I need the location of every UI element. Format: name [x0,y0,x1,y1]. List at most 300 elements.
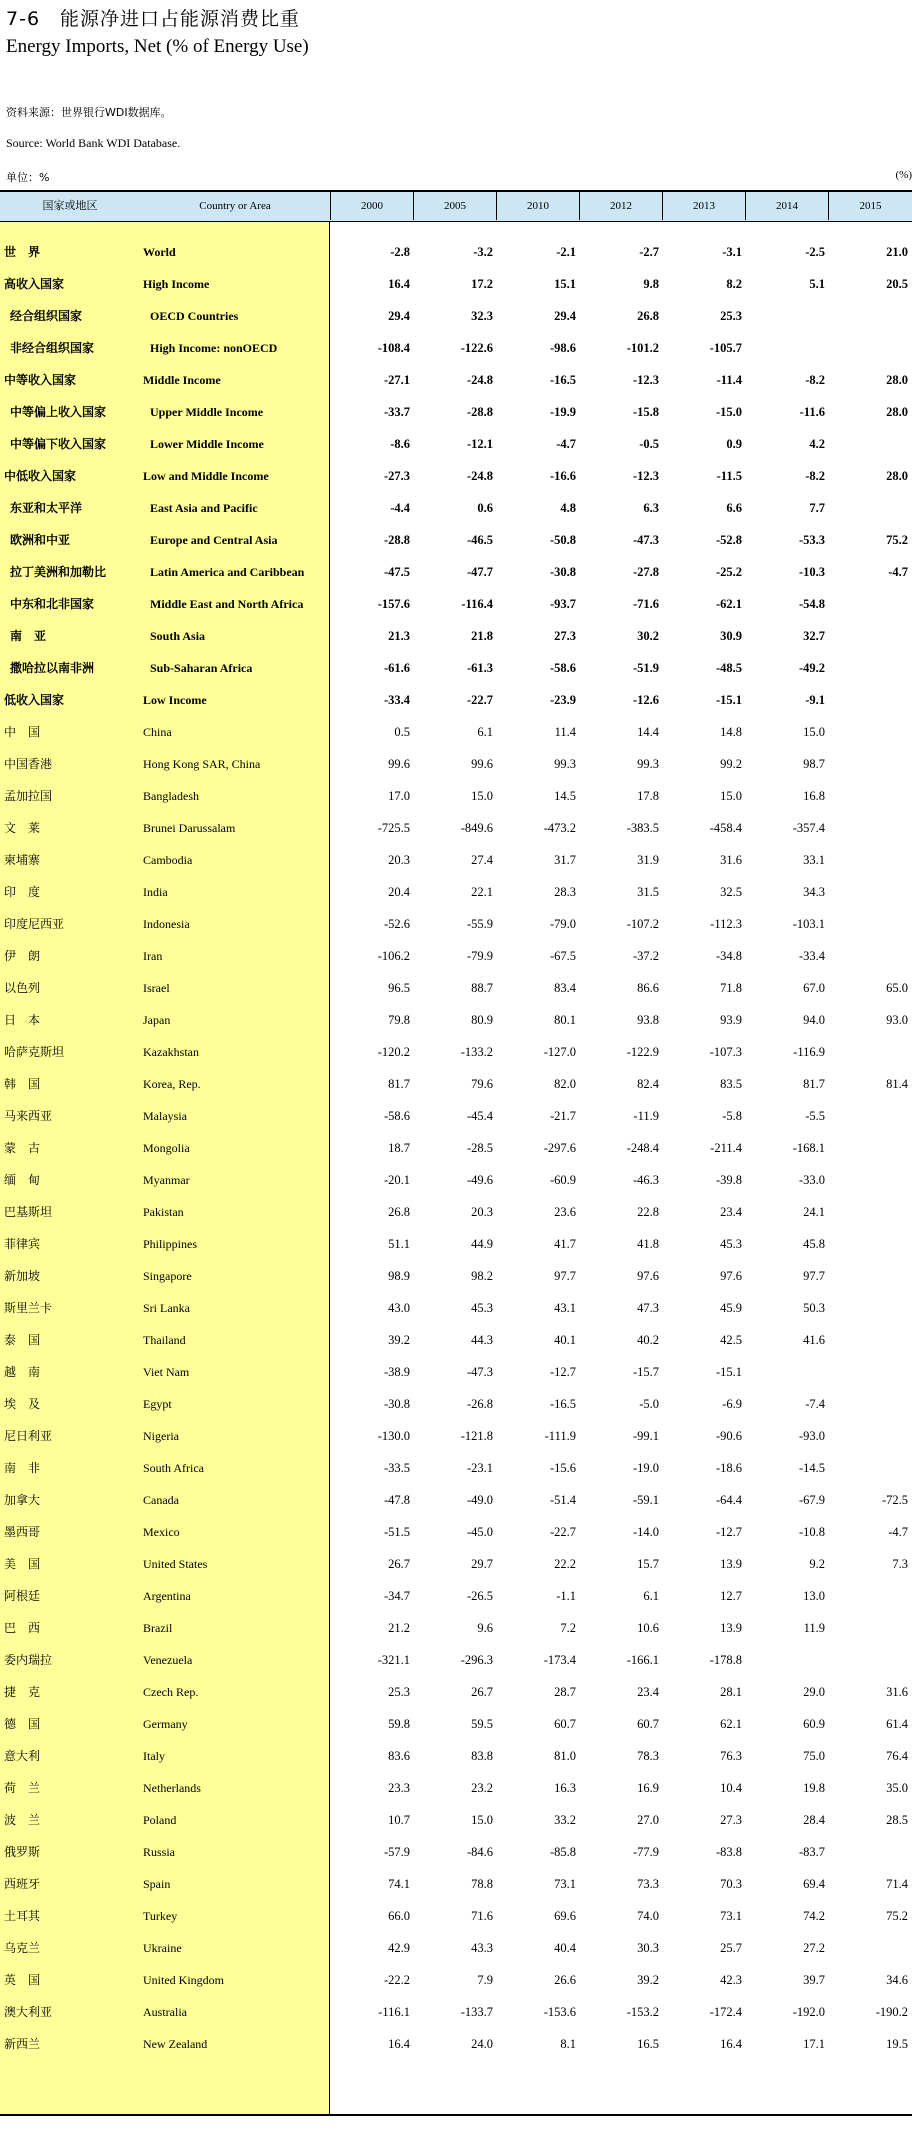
value-cell-2015: 81.4 [886,1077,908,1091]
value-cell-2010: 23.6 [554,1205,576,1219]
value-cell-2012: -5.0 [639,1397,659,1411]
table-row [0,812,912,844]
country-name-cn: 高收入国家 [4,277,65,291]
value-cell-2015: 19.5 [886,2037,908,2051]
value-cell-2010: 31.7 [554,853,576,867]
value-cell-2014: 5.1 [809,277,825,291]
table-row [0,748,912,780]
country-name-cn: 泰 国 [4,1333,41,1347]
value-cell-2000: -157.6 [377,597,410,611]
table-row [0,1484,912,1516]
value-cell-2010: -153.6 [543,2005,576,2019]
table-row [0,300,912,332]
value-cell-2005: 21.8 [471,629,493,643]
country-name-cn: 巴 西 [4,1621,41,1635]
value-cell-2005: 15.0 [471,1813,493,1827]
value-cell-2010: -22.7 [549,1525,576,1539]
value-cell-2005: 0.6 [477,501,493,515]
value-cell-2000: 16.4 [388,2037,410,2051]
value-cell-2005: 29.7 [471,1557,493,1571]
value-cell-2013: -83.8 [715,1845,742,1859]
table-row [0,1932,912,1964]
value-cell-2005: -46.5 [466,533,493,547]
country-name-cn: 韩 国 [4,1077,41,1091]
value-cell-2015 [828,940,908,972]
value-cell-2005: 45.3 [471,1301,493,1315]
value-cell-2015 [828,1356,908,1388]
value-cell-2010: 28.3 [554,885,576,899]
value-cell-2014 [745,300,825,332]
value-cell-2005: -121.8 [460,1429,493,1443]
value-cell-2010: -79.0 [549,917,576,931]
value-cell-2012: -153.2 [626,2005,659,2019]
country-name-en: Upper Middle Income [150,405,264,419]
value-cell-2000: 0.5 [394,725,410,739]
value-cell-2005: 98.2 [471,1269,493,1283]
value-cell-2000: -38.9 [383,1365,410,1379]
value-cell-2014: -116.9 [793,1045,825,1059]
country-name-cn: 中低收入国家 [4,469,77,483]
value-cell-2013: -52.8 [715,533,742,547]
value-cell-2015: 21.0 [886,245,908,259]
value-cell-2010: -16.5 [549,1397,576,1411]
value-cell-2000: 96.5 [388,981,410,995]
value-cell-2000: -28.8 [383,533,410,547]
value-cell-2000: -51.5 [383,1525,410,1539]
value-cell-2014: 17.1 [803,2037,825,2051]
value-cell-2010: 60.7 [554,1717,576,1731]
value-cell-2015: 28.5 [886,1813,908,1827]
country-name-en: Thailand [143,1333,186,1347]
value-cell-2015: 7.3 [892,1557,908,1571]
country-name-en: Singapore [143,1269,192,1283]
value-cell-2013: 14.8 [720,725,742,739]
value-cell-2015 [828,652,908,684]
value-cell-2014: 9.2 [809,1557,825,1571]
country-name-en: Cambodia [143,853,193,867]
country-name-cn: 中 国 [4,725,41,739]
value-cell-2015 [828,1036,908,1068]
value-cell-2012: 16.5 [637,2037,659,2051]
value-cell-2012: 82.4 [637,1077,659,1091]
value-cell-2005: -84.6 [466,1845,493,1859]
value-cell-2014 [745,332,825,364]
value-cell-2013: 99.2 [720,757,742,771]
value-cell-2014: 75.0 [803,1749,825,1763]
country-name-en: Low Income [143,693,207,707]
country-name-en: Poland [143,1813,177,1827]
value-cell-2010: 22.2 [554,1557,576,1571]
value-cell-2014: 50.3 [803,1301,825,1315]
value-cell-2013: 23.4 [720,1205,742,1219]
value-cell-2000: -106.2 [377,949,410,963]
value-cell-2010: 80.1 [554,1013,576,1027]
country-name-en: Mexico [143,1525,180,1539]
value-cell-2013: -105.7 [709,341,742,355]
country-name-cn: 文 莱 [4,821,41,835]
value-cell-2012: -12.3 [632,373,659,387]
value-cell-2000: -27.1 [383,373,410,387]
value-cell-2010: 69.6 [554,1909,576,1923]
value-cell-2013: -5.8 [722,1109,742,1123]
country-name-cn: 拉丁美洲和加勒比 [10,565,107,579]
country-name-en: Egypt [143,1397,172,1411]
table-row [0,1900,912,1932]
country-name-en: High Income: nonOECD [150,341,278,355]
country-name-cn: 中国香港 [4,757,53,771]
value-cell-2015: 31.6 [886,1685,908,1699]
country-name-en: New Zealand [143,2037,208,2051]
country-name-cn: 越 南 [4,1365,41,1379]
country-name-cn: 巴基斯坦 [4,1205,53,1219]
value-cell-2005: -12.1 [466,437,493,451]
value-cell-2005: -24.8 [466,373,493,387]
value-cell-2014: -10.8 [798,1525,825,1539]
value-cell-2012: 10.6 [637,1621,659,1635]
table-row [0,940,912,972]
value-cell-2015: -72.5 [881,1493,908,1507]
value-cell-2005: -23.1 [466,1461,493,1475]
value-cell-2010: -58.6 [549,661,576,675]
value-cell-2012: -11.9 [633,1109,659,1123]
country-name-en: Sub-Saharan Africa [150,661,253,675]
value-cell-2000: 26.8 [388,1205,410,1219]
value-cell-2010: 82.0 [554,1077,576,1091]
value-cell-2012: 27.0 [637,1813,659,1827]
value-cell-2012: -122.9 [626,1045,659,1059]
value-cell-2015 [828,588,908,620]
value-cell-2000: -33.4 [383,693,410,707]
value-cell-2010: 28.7 [554,1685,576,1699]
value-cell-2000: -52.6 [383,917,410,931]
value-cell-2000: -130.0 [377,1429,410,1443]
value-cell-2013: -15.0 [715,405,742,419]
value-cell-2013: -6.9 [722,1397,742,1411]
value-cell-2013: -178.8 [709,1653,742,1667]
value-cell-2005: 7.9 [477,1973,493,1987]
value-cell-2000: -120.2 [377,1045,410,1059]
table-row [0,780,912,812]
country-name-cn: 俄罗斯 [4,1845,41,1859]
value-cell-2000: 25.3 [388,1685,410,1699]
table-row [0,908,912,940]
value-cell-2000: 21.2 [388,1621,410,1635]
value-cell-2014: -33.0 [798,1173,825,1187]
country-name-en: East Asia and Pacific [150,501,258,515]
value-cell-2005: -296.3 [460,1653,493,1667]
value-cell-2012: 47.3 [637,1301,659,1315]
value-cell-2015: -4.7 [888,565,908,579]
value-cell-2014: 74.2 [803,1909,825,1923]
value-cell-2015: 71.4 [886,1877,908,1891]
value-cell-2014: 27.2 [803,1941,825,1955]
value-cell-2005: -45.4 [466,1109,493,1123]
value-cell-2013: 16.4 [720,2037,742,2051]
country-name-en: Low and Middle Income [143,469,269,483]
value-cell-2000: -47.8 [383,1493,410,1507]
value-cell-2014: -10.3 [798,565,825,579]
value-cell-2000: 29.4 [388,309,410,323]
country-name-en: Malaysia [143,1109,187,1123]
country-name-cn: 缅 甸 [4,1173,41,1187]
value-cell-2012: 23.4 [637,1685,659,1699]
country-name-en: Australia [143,2005,187,2019]
country-name-cn: 非经合组织国家 [10,341,95,355]
value-cell-2015 [828,300,908,332]
country-name-en: Myanmar [143,1173,190,1187]
value-cell-2013: 13.9 [720,1557,742,1571]
value-cell-2013: 28.1 [720,1685,742,1699]
value-cell-2012: -27.8 [632,565,659,579]
value-cell-2013: 83.5 [720,1077,742,1091]
country-name-en: Spain [143,1877,171,1891]
value-cell-2010: -473.2 [543,821,576,835]
value-cell-2012: 26.8 [637,309,659,323]
country-name-en: Mongolia [143,1141,190,1155]
country-name-en: Iran [143,949,163,963]
country-name-cn: 以色列 [4,981,41,995]
value-cell-2012: 17.8 [637,789,659,803]
country-name-en: Middle East and North Africa [150,597,304,611]
value-cell-2000: 43.0 [388,1301,410,1315]
value-cell-2014: 34.3 [803,885,825,899]
value-cell-2000: 26.7 [388,1557,410,1571]
value-cell-2000: -34.7 [383,1589,410,1603]
value-cell-2015 [828,1452,908,1484]
value-cell-2014: 97.7 [803,1269,825,1283]
value-cell-2013: -11.4 [716,373,742,387]
value-cell-2000: 83.6 [388,1749,410,1763]
country-name-en: Venezuela [143,1653,193,1667]
value-cell-2013: -3.1 [722,245,742,259]
value-cell-2010: 73.1 [554,1877,576,1891]
value-cell-2005: 15.0 [471,789,493,803]
country-name-en: United Kingdom [143,1973,224,1987]
header-year-2005: 2005 [413,192,496,220]
value-cell-2013: -12.7 [715,1525,742,1539]
table-row [0,1804,912,1836]
table-row [0,1868,912,1900]
value-cell-2000: -321.1 [377,1653,410,1667]
country-name-cn: 东亚和太平洋 [10,501,83,515]
value-cell-2005: -133.7 [460,2005,493,2019]
table-row [0,1676,912,1708]
value-cell-2000: 79.8 [388,1013,410,1027]
value-cell-2012: -12.3 [632,469,659,483]
value-cell-2005: 79.6 [471,1077,493,1091]
value-cell-2000: -61.6 [383,661,410,675]
value-cell-2015 [828,1612,908,1644]
table-row [0,1708,912,1740]
value-cell-2012: 99.3 [637,757,659,771]
value-cell-2010: -67.5 [549,949,576,963]
value-cell-2015 [828,1644,908,1676]
country-name-en: Czech Rep. [143,1685,199,1699]
value-cell-2012: -59.1 [632,1493,659,1507]
value-cell-2012: 30.2 [637,629,659,643]
value-cell-2013: 97.6 [720,1269,742,1283]
value-cell-2012: -0.5 [639,437,659,451]
value-cell-2015: 75.2 [886,533,908,547]
value-cell-2000: -30.8 [383,1397,410,1411]
table-row [0,1740,912,1772]
value-cell-2000: -58.6 [383,1109,410,1123]
country-name-cn: 墨西哥 [4,1525,41,1539]
table-row [0,1452,912,1484]
value-cell-2015 [828,1292,908,1324]
value-cell-2000: -57.9 [383,1845,410,1859]
source-chinese: 资料来源：世界银行WDI数据库。 [6,106,172,119]
value-cell-2005: 71.6 [471,1909,493,1923]
value-cell-2014: -192.0 [792,2005,825,2019]
table-row [0,1356,912,1388]
value-cell-2010: 29.4 [554,309,576,323]
value-cell-2010: 14.5 [554,789,576,803]
value-cell-2013: -64.4 [715,1493,742,1507]
value-cell-2000: 17.0 [388,789,410,803]
table-row [0,1516,912,1548]
value-cell-2000: -27.3 [383,469,410,483]
value-cell-2010: 81.0 [554,1749,576,1763]
table-row [0,716,912,748]
table-row [0,1164,912,1196]
value-cell-2005: 22.1 [471,885,493,899]
value-cell-2012: -166.1 [626,1653,659,1667]
table-row [0,236,912,268]
value-cell-2010: -50.8 [549,533,576,547]
value-cell-2010: -16.6 [549,469,576,483]
table-row [0,684,912,716]
country-name-cn: 孟加拉国 [4,789,53,803]
value-cell-2005: 99.6 [471,757,493,771]
country-name-cn: 乌克兰 [4,1941,41,1955]
value-cell-2015 [828,780,908,812]
value-cell-2012: 73.3 [637,1877,659,1891]
value-cell-2015 [828,1324,908,1356]
value-cell-2013: 0.9 [726,437,742,451]
value-cell-2013: -458.4 [709,821,742,835]
country-name-en: Latin America and Caribbean [150,565,305,579]
value-cell-2005: -122.6 [460,341,493,355]
value-cell-2014: 11.9 [803,1621,825,1635]
value-cell-2014: -8.2 [805,373,825,387]
table-row [0,556,912,588]
value-cell-2015: 65.0 [886,981,908,995]
value-cell-2000: 23.3 [388,1781,410,1795]
value-cell-2005: -22.7 [466,693,493,707]
value-cell-2015 [828,748,908,780]
unit-label-right: (%) [895,169,912,181]
value-cell-2015 [828,1260,908,1292]
value-cell-2005: 32.3 [471,309,493,323]
value-cell-2000: 98.9 [388,1269,410,1283]
value-cell-2012: 78.3 [637,1749,659,1763]
country-name-en: Argentina [143,1589,191,1603]
value-cell-2005: 26.7 [471,1685,493,1699]
country-name-en: Korea, Rep. [143,1077,201,1091]
value-cell-2000: -22.2 [383,1973,410,1987]
header-year-2013: 2013 [662,192,745,220]
country-name-cn: 马来西亚 [4,1109,53,1123]
value-cell-2015 [828,844,908,876]
value-cell-2012: -15.7 [632,1365,659,1379]
value-cell-2012: 86.6 [637,981,659,995]
country-name-en: Israel [143,981,170,995]
value-cell-2015: 75.2 [886,1909,908,1923]
value-cell-2010: 40.4 [554,1941,576,1955]
value-cell-2012: 39.2 [637,1973,659,1987]
value-cell-2013: 42.3 [720,1973,742,1987]
value-cell-2015 [828,620,908,652]
country-name-cn: 意大利 [4,1749,41,1763]
title-english: Energy Imports, Net (% of Energy Use) [6,36,309,57]
table-row [0,396,912,428]
table-row [0,1772,912,1804]
country-name-cn: 经合组织国家 [10,309,83,323]
value-cell-2014: 7.7 [809,501,825,515]
table-row [0,1068,912,1100]
country-name-en: Indonesia [143,917,190,931]
country-name-en: China [143,725,172,739]
value-cell-2012: -37.2 [632,949,659,963]
header-year-2000: 2000 [330,192,413,220]
value-cell-2014: 45.8 [803,1237,825,1251]
value-cell-2014: 39.7 [803,1973,825,1987]
value-cell-2013: 32.5 [720,885,742,899]
country-name-cn: 斯里兰卡 [4,1301,53,1315]
value-cell-2014: -5.5 [805,1109,825,1123]
country-name-en: Europe and Central Asia [150,533,278,547]
value-cell-2014: -103.1 [792,917,825,931]
value-cell-2005: 17.2 [471,277,493,291]
value-cell-2000: 18.7 [388,1141,410,1155]
table-row [0,1196,912,1228]
country-name-en: Middle Income [143,373,221,387]
value-cell-2010: -21.7 [549,1109,576,1123]
header-year-2012: 2012 [579,192,662,220]
value-cell-2005: 23.2 [471,1781,493,1795]
country-name-en: Ukraine [143,1941,182,1955]
table-bottom-rule [0,2114,912,2116]
value-cell-2010: -12.7 [549,1365,576,1379]
value-cell-2010: -297.6 [543,1141,576,1155]
value-cell-2013: 30.9 [720,629,742,643]
value-cell-2000: -47.5 [383,565,410,579]
country-name-cn: 菲律宾 [4,1237,41,1251]
value-cell-2013: 45.3 [720,1237,742,1251]
value-cell-2014: 19.8 [803,1781,825,1795]
country-name-cn: 埃 及 [4,1397,41,1411]
country-name-en: Viet Nam [143,1365,190,1379]
value-cell-2014: 98.7 [803,757,825,771]
country-name-en: United States [143,1557,208,1571]
value-cell-2014: -49.2 [798,661,825,675]
country-name-cn: 南 非 [4,1461,41,1475]
value-cell-2015: -190.2 [875,2005,908,2019]
value-cell-2000: 66.0 [388,1909,410,1923]
value-cell-2005: -45.0 [466,1525,493,1539]
value-cell-2000: -108.4 [377,341,410,355]
value-cell-2014: -9.1 [805,693,825,707]
table-row [0,1548,912,1580]
value-cell-2014: -53.3 [798,533,825,547]
value-cell-2013: -25.2 [715,565,742,579]
country-name-en: South Asia [150,629,206,643]
value-cell-2013: -48.5 [715,661,742,675]
value-cell-2010: -93.7 [549,597,576,611]
value-cell-2010: -51.4 [549,1493,576,1507]
value-cell-2000: 59.8 [388,1717,410,1731]
